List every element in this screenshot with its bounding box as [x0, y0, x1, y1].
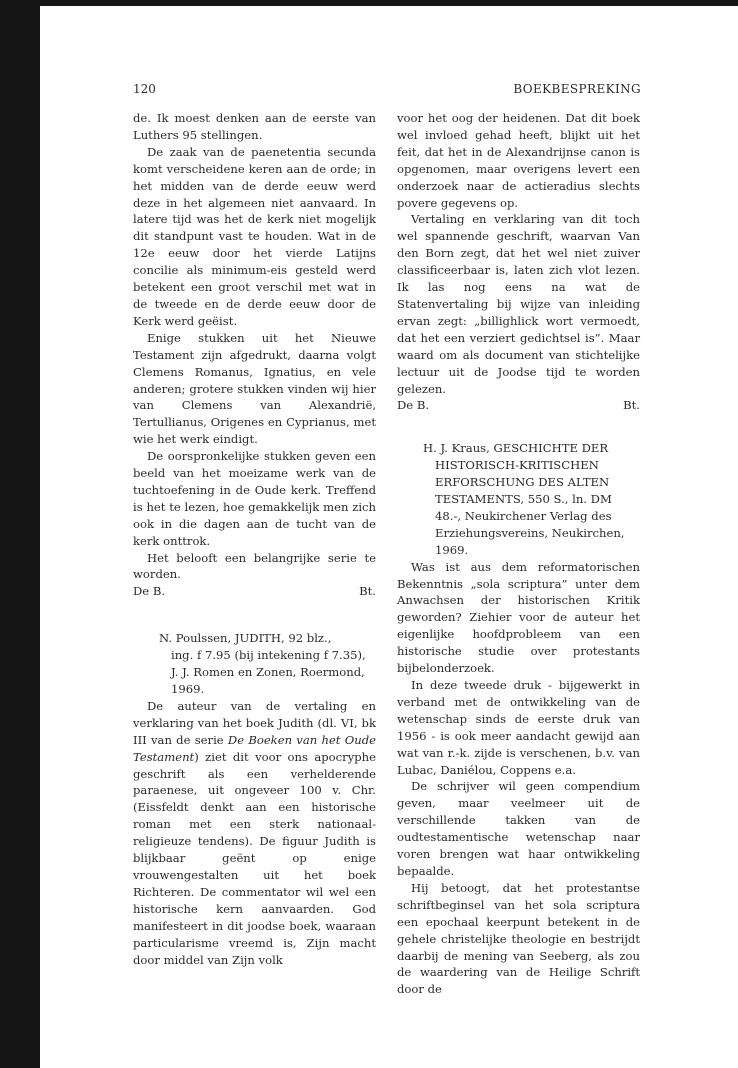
reviewer-signature [397, 397, 640, 414]
review-heading-rest: ing. f 7.95 (bij intekening f 7.35), J. J. Romen en Zonen, Roermond, 1969. [171, 648, 366, 696]
signature-initials: De B. [133, 584, 166, 599]
paragraph: De schrijver wil geen compendium geven, maar veelmeer uit de verschillende takken van de oudtestamentische wetenschap naar voren brengen wat haar ontwikkeling bepaalde. [397, 779, 640, 878]
signature-abbrev: Bt. [623, 398, 640, 413]
review-heading-rest: HISTORISCH-KRITISCHEN ERFORSCHUNG DES ALTEN TESTAMENTS, 550 S., ln. DM 48.-, Neukirchener Verlag des Erziehungsvereins, Neukirchen, 1969. [435, 458, 625, 557]
paragraph: De oorspronkelijke stukken geven een beeld van het moeizame werk van de tuchtoefening in de Oude kerk. Treffend is het te lezen, hoe gemakkelijk men zich ook in die dagen aan de tucht van de kerk onttrok. [133, 449, 376, 548]
right-column [397, 110, 640, 998]
paragraph: Hij betoogt, dat het protestantse schriftbeginsel van het sola scriptura een epochaal keerpunt betekent in de gehele christelijke theologie en bestrijdt daarbij de mening van Seeberg, als zou de waardering van de Heilige Schrift door de [397, 880, 640, 997]
page-number: 120 [133, 82, 156, 96]
reviewer-signature [133, 583, 376, 600]
paragraph: Enige stukken uit het Nieuwe Testament zijn afgedrukt, daarna volgt Clemens Romanus, Ignatius, en vele anderen; grotere stukken vinden wij hier van Clemens van Alexandrië, Tertullianus, Origenes en Cyprianus, met wie het werk eindigt. [133, 330, 376, 447]
paragraph: de. Ik moest denken aan de eerste van Luthers 95 stellingen. [133, 111, 376, 142]
signature-initials: De B. [397, 398, 430, 413]
review-heading-judith [133, 630, 376, 698]
book-series-title: De Boeken van het Oude Testament [133, 732, 376, 764]
review-heading-kraus [397, 440, 640, 558]
scan-border-top [0, 0, 738, 6]
paragraph: In deze tweede druk - bijgewerkt in verband met de ontwikkeling van de wetenschap sinds de eerste druk van 1956 - is ook meer aandacht gewijd aan wat van r.-k. zijde is verschenen, b.v. van Lubac, Daniélou, Coppens e.a. [397, 678, 640, 777]
paragraph: De zaak van de paenetentia secunda komt verscheidene keren aan de orde; in het midden van de derde eeuw werd deze in het algemeen niet aanvaard. In latere tijd was het de kerk niet mogelijk dit standpunt vast te houden. Wat in de 12e eeuw door het vierde Latijns concilie als minimum-eis gesteld werd betekent een groot verschil met wat in de tweede en de derde eeuw door de Kerk werd geëist. [133, 144, 376, 328]
paragraph: voor het oog der heidenen. Dat dit boek wel invloed gehad heeft, blijkt uit het feit, dat het in de Alexandrijnse canon is opgenomen, maar overigens levert een onderzoek naar de actieradius slechts povere gegevens op. [397, 111, 640, 210]
review-heading-line: H. J. Kraus, GESCHICHTE DER [423, 441, 609, 456]
signature-abbrev: Bt. [359, 584, 376, 599]
paragraph: Vertaling en verklaring van dit toch wel spannende geschrift, waarvan Van den Born zegt, dat het wel niet zuiver classificeerbaar is, laten zich vlot lezen. Ik las nog eens na wat de Statenvertaling bij wijze van inleiding ervan zegt: „billighlick wort vermoedt, dat het een verziert gedichtsel is”. Maar waard om als document van stichtelijke lectuur uit de Joodse tijd te worden gelezen. [397, 212, 640, 396]
paragraph-text: De auteur van de vertaling en verklaring van het boek Judith (dl. VI, bk III van de serie [133, 698, 376, 747]
paragraph: Het belooft een belangrijke serie te worden. [133, 550, 376, 582]
scan-border-left [0, 0, 40, 1068]
running-head: BOEKBESPREKING [513, 82, 641, 96]
paragraph: Was ist aus dem reformatorischen Bekenntnis „sola scriptura” unter dem Anwachsen der historischen Kritik geworden? Ziehier voor de auteur het eigenlijke hoofdprobleem van een historische studie over protestants bijbelonderzoek. [397, 559, 640, 676]
review-heading-line: N. Poulssen, JUDITH, 92 blz., [159, 631, 332, 646]
paragraph [133, 698, 376, 969]
paragraph-text: ) ziet dit voor ons apocryphe geschrift als een verhelderende paraenese, uit ongeveer 100 v. Chr. (Eissfeldt denkt aan een historische roman met een sterk nationaal-religieuze tendens). De figuur Judith is blijkbaar geënt op enige vrouwengestalten uit het boek Richteren. De commentator wil wel een historische kern aanvaarden. God manifesteert in dit joodse boek, waaraan particularisme vreemd is, Zijn macht door middel van Zijn volk [133, 749, 376, 967]
left-column [133, 110, 376, 968]
